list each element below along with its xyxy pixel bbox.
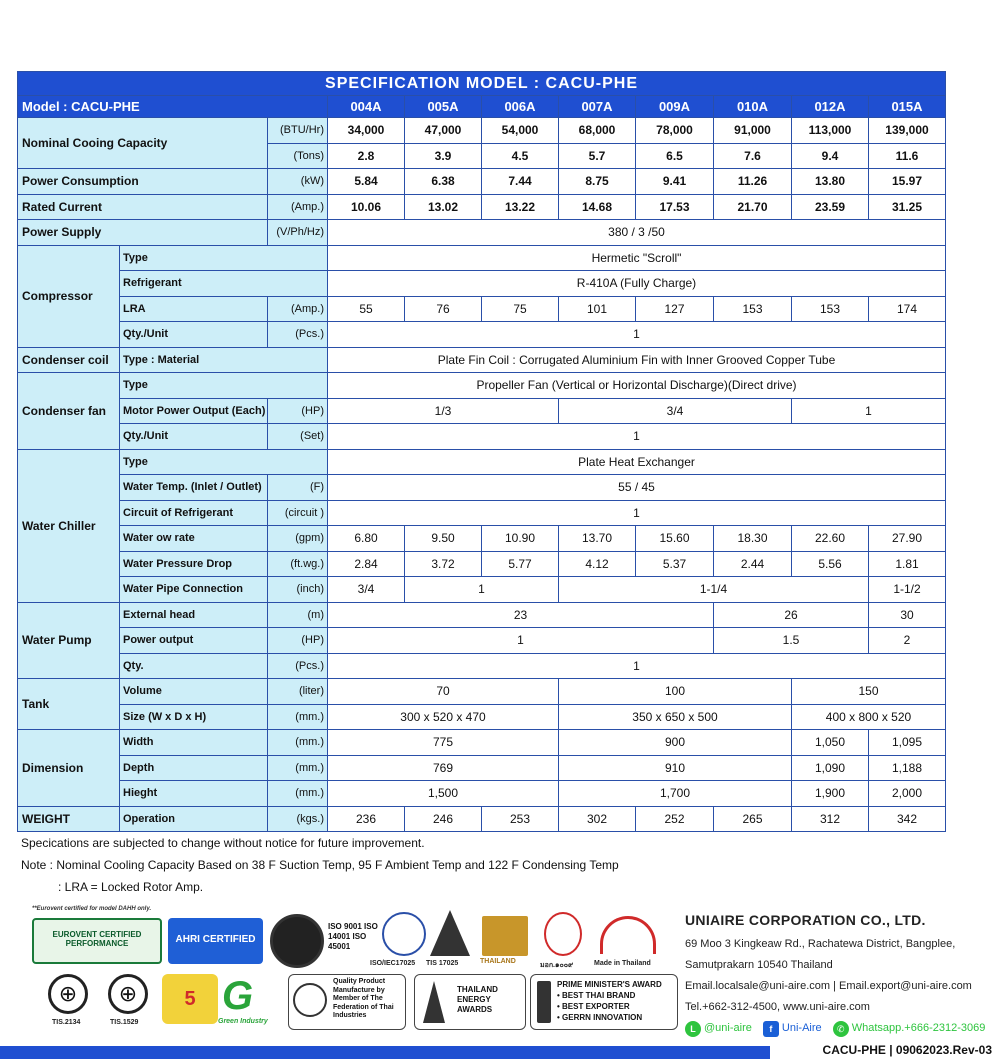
whatsapp-icon: ✆ bbox=[833, 1021, 849, 1037]
table-row bbox=[18, 806, 946, 832]
cell: Hermetic "Scroll" bbox=[328, 245, 946, 271]
unit-label: (kgs.) bbox=[268, 806, 328, 832]
facebook-icon: f bbox=[763, 1021, 779, 1037]
note-specifications: Specications are subjected to change without notice for future improvement. bbox=[21, 836, 425, 850]
made-in-thailand-logo bbox=[600, 916, 656, 954]
company-address-2: Samutprakarn 10540 Thailand bbox=[685, 959, 833, 971]
tis-2134-logo: ⊕ bbox=[48, 974, 88, 1014]
row-label: Power Consumption bbox=[18, 169, 268, 195]
cell: 76 bbox=[405, 296, 482, 322]
cell: 13.70 bbox=[559, 526, 636, 552]
table-row bbox=[18, 577, 946, 603]
fti-text: Quality Product Manufacture by Member of The Federation of Thai Industries bbox=[333, 978, 394, 1019]
table-row bbox=[18, 628, 946, 654]
row-label: Refrigerant bbox=[120, 271, 328, 297]
ahri-logo bbox=[168, 918, 263, 964]
cell: 3/4 bbox=[559, 398, 792, 424]
pm-award-item: • GERRN INNOVATION bbox=[557, 1013, 643, 1022]
row-label: Type : Material bbox=[120, 347, 328, 373]
unit-label: (BTU/Hr) bbox=[268, 118, 328, 144]
table-row bbox=[18, 755, 946, 781]
unit-label: (HP) bbox=[268, 628, 328, 654]
cell: 5.77 bbox=[482, 551, 559, 577]
cell: 1 bbox=[328, 500, 946, 526]
row-label: Depth bbox=[120, 755, 268, 781]
row-label: Volume bbox=[120, 679, 268, 705]
cell: 8.75 bbox=[559, 169, 636, 195]
unit-label: (circuit ) bbox=[268, 500, 328, 526]
cell: 27.90 bbox=[869, 526, 946, 552]
table-row bbox=[18, 245, 946, 271]
row-label: Water ow rate bbox=[120, 526, 268, 552]
cell: 236 bbox=[328, 806, 405, 832]
cell: 2,000 bbox=[869, 781, 946, 807]
cell: 15.60 bbox=[636, 526, 714, 552]
cell: 13.80 bbox=[792, 169, 869, 195]
table-row bbox=[18, 220, 946, 246]
unit-label: (Amp.) bbox=[268, 194, 328, 220]
company-tel[interactable]: Tel.+662-312-4500, www.uni-aire.com bbox=[685, 1001, 870, 1013]
fti-member-badge bbox=[288, 974, 406, 1030]
group-label: Condenser coil bbox=[18, 347, 120, 373]
iso-iec-caption: ISO/IEC17025 bbox=[370, 960, 416, 967]
cell: 5.56 bbox=[792, 551, 869, 577]
cell: 2 bbox=[869, 628, 946, 654]
cell: 11.6 bbox=[869, 143, 946, 169]
line-handle: @uni-aire bbox=[704, 1022, 752, 1034]
table-row bbox=[18, 781, 946, 807]
table-row bbox=[18, 194, 946, 220]
group-label: Water Chiller bbox=[18, 449, 120, 602]
cell: 1 bbox=[328, 424, 946, 450]
cell: 302 bbox=[559, 806, 636, 832]
trophy-icon bbox=[423, 981, 445, 1023]
cell: 13.22 bbox=[482, 194, 559, 220]
table-row bbox=[18, 296, 946, 322]
iac-mra-logo bbox=[382, 912, 426, 956]
unit-label: (Pcs.) bbox=[268, 653, 328, 679]
cell: 775 bbox=[328, 730, 559, 756]
row-label: LRA bbox=[120, 296, 268, 322]
unit-label: (gpm) bbox=[268, 526, 328, 552]
cell: 127 bbox=[636, 296, 714, 322]
cell: 5.7 bbox=[559, 143, 636, 169]
cell: 30 bbox=[869, 602, 946, 628]
company-address-1: 69 Moo 3 Kingkeaw Rd., Rachatewa District, Bangplee, bbox=[685, 938, 956, 950]
row-label: Water Pressure Drop bbox=[120, 551, 268, 577]
cell: 17.53 bbox=[636, 194, 714, 220]
cell: 10.06 bbox=[328, 194, 405, 220]
unit-label: (inch) bbox=[268, 577, 328, 603]
row-label: Type bbox=[120, 449, 328, 475]
cell: 1 bbox=[405, 577, 559, 603]
group-label: WEIGHT bbox=[18, 806, 120, 832]
table-row bbox=[18, 347, 946, 373]
cell: 246 bbox=[405, 806, 482, 832]
cell: 11.26 bbox=[714, 169, 792, 195]
row-label: Circuit of Refrigerant bbox=[120, 500, 268, 526]
table-row bbox=[18, 118, 946, 144]
document-code: CACU-PHE | 09062023.Rev-03 bbox=[822, 1043, 992, 1057]
pm-award-item: • BEST EXPORTER bbox=[557, 1002, 630, 1011]
cell: 9.4 bbox=[792, 143, 869, 169]
energy-awards-label: THAILAND ENERGY AWARDS bbox=[457, 985, 498, 1014]
cell: 1,095 bbox=[869, 730, 946, 756]
model-col: 015A bbox=[869, 96, 946, 118]
unit-label: (m) bbox=[268, 602, 328, 628]
cell: 3/4 bbox=[328, 577, 405, 603]
mork-caption: มอก.๑๐๐๙ bbox=[540, 962, 574, 969]
row-label: Size (W x D x H) bbox=[120, 704, 268, 730]
company-email[interactable]: Email.localsale@uni-aire.com | Email.export@uni-aire.com bbox=[685, 980, 972, 992]
unit-label: (F) bbox=[268, 475, 328, 501]
cell: 4.12 bbox=[559, 551, 636, 577]
cell: 265 bbox=[714, 806, 792, 832]
model-col: 009A bbox=[636, 96, 714, 118]
cell: 101 bbox=[559, 296, 636, 322]
tis-1529-caption: TIS.1529 bbox=[110, 1019, 139, 1026]
cell: 1 bbox=[328, 628, 714, 654]
group-label: Compressor bbox=[18, 245, 120, 347]
thailand-trusted-logo bbox=[482, 916, 528, 956]
unit-label: (V/Ph/Hz) bbox=[268, 220, 328, 246]
model-col: 006A bbox=[482, 96, 559, 118]
cell: Plate Fin Coil : Corrugated Aluminium Fin with Inner Grooved Copper Tube bbox=[328, 347, 946, 373]
cell: R-410A (Fully Charge) bbox=[328, 271, 946, 297]
row-label: Nominal Cooing Capacity bbox=[18, 118, 268, 169]
note-lra: : LRA = Locked Rotor Amp. bbox=[58, 880, 204, 894]
table-row bbox=[18, 704, 946, 730]
cell: 9.41 bbox=[636, 169, 714, 195]
unit-label: (mm.) bbox=[268, 781, 328, 807]
model-col: 005A bbox=[405, 96, 482, 118]
row-label: Water Pipe Connection bbox=[120, 577, 268, 603]
green-industry-label: Green Industry bbox=[218, 1018, 268, 1025]
thailand-energy-awards-badge bbox=[414, 974, 526, 1030]
made-in-thailand-caption: Made in Thailand bbox=[594, 960, 651, 967]
table-row bbox=[18, 526, 946, 552]
row-label: Power Supply bbox=[18, 220, 268, 246]
company-name: UNIAIRE CORPORATION CO., LTD. bbox=[685, 912, 926, 928]
cell: 910 bbox=[559, 755, 792, 781]
unit-label: (mm.) bbox=[268, 755, 328, 781]
cell: 55 / 45 bbox=[328, 475, 946, 501]
group-label: Dimension bbox=[18, 730, 120, 807]
cell: 18.30 bbox=[714, 526, 792, 552]
company-info bbox=[685, 912, 993, 1039]
cell: 3.9 bbox=[405, 143, 482, 169]
row-label: Type bbox=[120, 245, 328, 271]
row-label: Water Temp. (Inlet / Outlet) bbox=[120, 475, 268, 501]
cell: 78,000 bbox=[636, 118, 714, 144]
cell: 2.44 bbox=[714, 551, 792, 577]
row-label: Power output bbox=[120, 628, 268, 654]
line-icon: L bbox=[685, 1021, 701, 1037]
social-links bbox=[685, 1018, 993, 1039]
table-row bbox=[18, 475, 946, 501]
cell: 22.60 bbox=[792, 526, 869, 552]
note-capacity: Note : Nominal Cooling Capacity Based on 38 F Suction Temp, 95 F Ambient Temp and 122 F Condensing Temp bbox=[21, 858, 619, 872]
green-industry-logo: G bbox=[222, 974, 254, 1018]
row-label: Type bbox=[120, 373, 328, 399]
cell: 342 bbox=[869, 806, 946, 832]
cell: 1,700 bbox=[559, 781, 792, 807]
iso-standards: ISO 9001 ISO 14001 ISO 45001 bbox=[328, 922, 378, 951]
cell: 70 bbox=[328, 679, 559, 705]
line-link[interactable] bbox=[685, 1018, 752, 1039]
cell: 91,000 bbox=[714, 118, 792, 144]
row-label: Qty./Unit bbox=[120, 322, 268, 348]
cell: 1-1/2 bbox=[869, 577, 946, 603]
row-label: Width bbox=[120, 730, 268, 756]
cell: 400 x 800 x 520 bbox=[792, 704, 946, 730]
ahri-label: AHRI CERTIFIED bbox=[175, 934, 256, 945]
table-row bbox=[18, 169, 946, 195]
model-header-row bbox=[18, 96, 946, 118]
table-row bbox=[18, 322, 946, 348]
award-trophy-icon bbox=[537, 981, 551, 1023]
table-row bbox=[18, 373, 946, 399]
cell: 2.84 bbox=[328, 551, 405, 577]
cell: Plate Heat Exchanger bbox=[328, 449, 946, 475]
cell: 1.5 bbox=[714, 628, 869, 654]
cell: 15.97 bbox=[869, 169, 946, 195]
facebook-handle: Uni-Aire bbox=[781, 1022, 822, 1034]
cell: 1,500 bbox=[328, 781, 559, 807]
unit-label: (mm.) bbox=[268, 730, 328, 756]
cell: 100 bbox=[559, 679, 792, 705]
eurovent-label: EUROVENT CERTIFIED PERFORMANCE bbox=[52, 930, 142, 948]
unit-label: (mm.) bbox=[268, 704, 328, 730]
row-label: Operation bbox=[120, 806, 268, 832]
cell: 21.70 bbox=[714, 194, 792, 220]
table-row bbox=[18, 679, 946, 705]
facebook-link[interactable] bbox=[763, 1018, 822, 1039]
cell: 900 bbox=[559, 730, 792, 756]
table-row bbox=[18, 398, 946, 424]
whatsapp-number: Whatsapp.+666-2312-3069 bbox=[851, 1022, 986, 1034]
energy-label-5-logo: 5 bbox=[162, 974, 218, 1024]
cell: 23 bbox=[328, 602, 714, 628]
row-label: Rated Current bbox=[18, 194, 268, 220]
prime-minister-award-badge bbox=[530, 974, 678, 1030]
cell: 153 bbox=[714, 296, 792, 322]
cell: 34,000 bbox=[328, 118, 405, 144]
model-col: 010A bbox=[714, 96, 792, 118]
cell: 23.59 bbox=[792, 194, 869, 220]
tisi-logo bbox=[544, 912, 582, 956]
cell: 6.80 bbox=[328, 526, 405, 552]
tis-17025-caption: TIS 17025 bbox=[426, 960, 459, 967]
table-row bbox=[18, 653, 946, 679]
certification-logos bbox=[20, 906, 680, 1036]
unit-label: (Pcs.) bbox=[268, 322, 328, 348]
cell: 1/3 bbox=[328, 398, 559, 424]
cell: 6.38 bbox=[405, 169, 482, 195]
cell: 4.5 bbox=[482, 143, 559, 169]
model-col: 004A bbox=[328, 96, 405, 118]
cell: 1 bbox=[328, 322, 946, 348]
cell: 14.68 bbox=[559, 194, 636, 220]
cell: 1,090 bbox=[792, 755, 869, 781]
unit-label: (HP) bbox=[268, 398, 328, 424]
cell: 68,000 bbox=[559, 118, 636, 144]
unit-label: (kW) bbox=[268, 169, 328, 195]
cell: 1,050 bbox=[792, 730, 869, 756]
tis-1529-logo: ⊕ bbox=[108, 974, 148, 1014]
cell: 1.81 bbox=[869, 551, 946, 577]
cell: 1 bbox=[328, 653, 946, 679]
unit-label: (ft.wg.) bbox=[268, 551, 328, 577]
row-label: Qty. bbox=[120, 653, 268, 679]
cell: 312 bbox=[792, 806, 869, 832]
cell: 350 x 650 x 500 bbox=[559, 704, 792, 730]
tis-2134-caption: TIS.2134 bbox=[52, 1019, 81, 1026]
cell: 300 x 520 x 470 bbox=[328, 704, 559, 730]
cell: 6.5 bbox=[636, 143, 714, 169]
model-label: Model : CACU-PHE bbox=[18, 96, 328, 118]
unit-label: (Set) bbox=[268, 424, 328, 450]
cell: 47,000 bbox=[405, 118, 482, 144]
group-label: Condenser fan bbox=[18, 373, 120, 450]
row-label: Hieght bbox=[120, 781, 268, 807]
cell: 9.50 bbox=[405, 526, 482, 552]
group-label: Tank bbox=[18, 679, 120, 730]
cell: 7.6 bbox=[714, 143, 792, 169]
table-row bbox=[18, 730, 946, 756]
unit-label: (Amp.) bbox=[268, 296, 328, 322]
cell: 1,900 bbox=[792, 781, 869, 807]
spec-table bbox=[17, 71, 946, 832]
table-row bbox=[18, 602, 946, 628]
cell: 1 bbox=[792, 398, 946, 424]
cell: Propeller Fan (Vertical or Horizontal Discharge)(Direct drive) bbox=[328, 373, 946, 399]
cell: 253 bbox=[482, 806, 559, 832]
pm-award-item: • BEST THAI BRAND bbox=[557, 991, 636, 1000]
unit-label: (liter) bbox=[268, 679, 328, 705]
cell: 5.37 bbox=[636, 551, 714, 577]
cell: 174 bbox=[869, 296, 946, 322]
thailand-trusted-label: THAILAND bbox=[480, 958, 516, 965]
table-row bbox=[18, 551, 946, 577]
spec-title: SPECIFICATION MODEL : CACU-PHE bbox=[18, 72, 946, 96]
unit-label: (Tons) bbox=[268, 143, 328, 169]
cell: 1,188 bbox=[869, 755, 946, 781]
masci-logo bbox=[270, 914, 324, 968]
fti-emblem-icon bbox=[293, 983, 327, 1017]
table-row bbox=[18, 424, 946, 450]
cell: 252 bbox=[636, 806, 714, 832]
footer-bar bbox=[0, 1046, 770, 1059]
whatsapp-link[interactable] bbox=[833, 1018, 986, 1039]
cell: 5.84 bbox=[328, 169, 405, 195]
group-label: Water Pump bbox=[18, 602, 120, 679]
cell: 7.44 bbox=[482, 169, 559, 195]
cell: 54,000 bbox=[482, 118, 559, 144]
cell: 769 bbox=[328, 755, 559, 781]
cell: 113,000 bbox=[792, 118, 869, 144]
model-col: 007A bbox=[559, 96, 636, 118]
cell: 1-1/4 bbox=[559, 577, 869, 603]
table-row bbox=[18, 500, 946, 526]
cell: 3.72 bbox=[405, 551, 482, 577]
cell: 150 bbox=[792, 679, 946, 705]
tis-17025-logo bbox=[430, 910, 470, 956]
cell: 380 / 3 /50 bbox=[328, 220, 946, 246]
cell: 139,000 bbox=[869, 118, 946, 144]
cell: 31.25 bbox=[869, 194, 946, 220]
cell: 55 bbox=[328, 296, 405, 322]
model-col: 012A bbox=[792, 96, 869, 118]
cell: 10.90 bbox=[482, 526, 559, 552]
table-row bbox=[18, 449, 946, 475]
row-label: Qty./Unit bbox=[120, 424, 268, 450]
cell: 153 bbox=[792, 296, 869, 322]
cell: 75 bbox=[482, 296, 559, 322]
eurovent-logo bbox=[32, 918, 162, 964]
row-label: External head bbox=[120, 602, 268, 628]
cell: 26 bbox=[714, 602, 869, 628]
cell: 2.8 bbox=[328, 143, 405, 169]
row-label: Motor Power Output (Each) bbox=[120, 398, 268, 424]
cell: 13.02 bbox=[405, 194, 482, 220]
pm-award-title: PRIME MINISTER'S AWARD bbox=[557, 980, 662, 989]
table-row bbox=[18, 271, 946, 297]
eurovent-note: **Eurovent certified for model DAHH only. bbox=[32, 906, 152, 912]
